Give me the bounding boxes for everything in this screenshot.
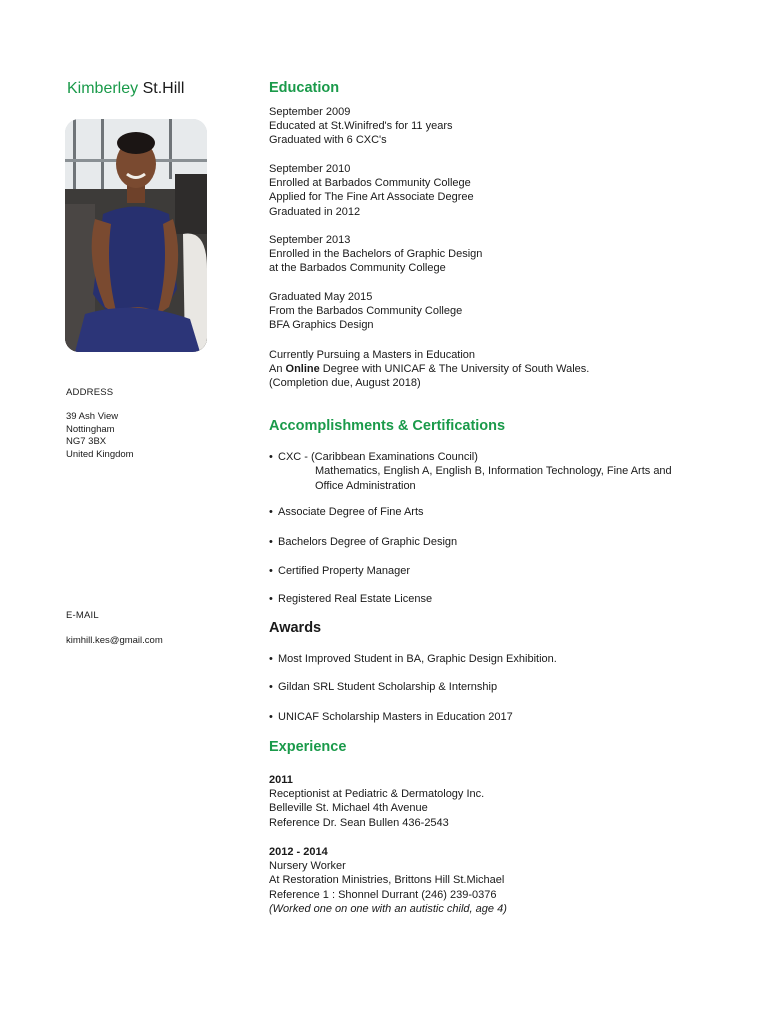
education-line: at the Barbados Community College [269,262,446,275]
bullet-icon: • [269,593,273,605]
bullet-icon: • [269,536,273,548]
profile-photo [65,119,207,352]
award-item [269,711,513,723]
bullet-icon: • [269,681,273,693]
experience-entry [269,773,484,830]
cxc-subjects [315,464,672,494]
item-text: Gildan SRL Student Scholarship & Internship [278,681,498,693]
education-entry [269,105,452,148]
bullet-icon: • [269,565,273,577]
education-line: September 2009 [269,106,351,118]
email-address: kimhill.kes@gmail.com [66,635,163,646]
job-line: Reference 1 : Shonnel Durrant (246) 239-0376 [269,888,497,901]
bullet-icon: • [269,451,273,463]
job-line: Reference Dr. Sean Bullen 436-2543 [269,816,449,829]
job-line: Belleville St. Michael 4th Avenue [269,802,428,815]
address-line: 39 Ash View [66,411,119,422]
first-name: Kimberley [67,80,139,97]
education-line: Graduated in 2012 [269,205,361,218]
education-line: Currently Pursuing a Masters in Education [269,349,476,361]
accomplishment-item [269,565,410,577]
education-current [269,348,589,391]
item-text: Most Improved Student in BA, Graphic Design Exhibition. [278,653,557,665]
award-item [269,653,557,665]
item-text: Associate Degree of Fine Arts [278,506,424,518]
accomplishments-heading: Accomplishments & Certifications [269,418,506,434]
address-line: Nottingham [66,423,115,435]
education-entry [269,162,474,219]
awards-heading: Awards [269,620,322,636]
job-line: Receptionist at Pediatric & Dermatology Inc. [269,788,485,801]
education-line: Graduated with 6 CXC's [269,134,387,147]
text-fragment: Degree with UNICAF & The University of South Wales. [319,363,590,376]
item-text: Registered Real Estate License [278,593,433,605]
accomplishment-item [269,536,457,548]
education-line: Enrolled at Barbados Community College [269,177,471,190]
education-entry [269,290,462,333]
education-line: From the Barbados Community College [269,305,463,318]
last-name: St.Hill [142,80,185,97]
subject-line: Mathematics, English A, English B, Information Technology, Fine Arts and [315,465,672,477]
address-label: ADDRESS [66,387,114,398]
job-note: (Worked one on one with an autistic child, age 4) [269,902,507,915]
address-line: NG7 3BX [66,436,107,447]
text-fragment: An [269,363,286,376]
education-line: September 2013 [269,234,351,246]
education-line: Graduated May 2015 [269,291,373,303]
item-text: CXC - (Caribbean Examinations Council) [278,451,478,463]
job-period: 2011 [269,774,293,786]
item-text: Bachelors Degree of Graphic Design [278,536,458,548]
address-line: United Kingdom [66,448,134,460]
email-label: E-MAIL [66,610,99,621]
online-emphasis: Online [285,363,320,376]
award-item [269,681,497,693]
education-line: September 2010 [269,163,351,175]
education-line: (Completion due, August 2018) [269,377,421,390]
candidate-name [67,80,184,98]
education-entry [269,233,482,276]
education-heading: Education [269,80,340,96]
education-line: BFA Graphics Design [269,319,374,332]
experience-entry [269,845,507,916]
item-text: Certified Property Manager [278,565,411,577]
job-period: 2012 - 2014 [269,846,328,858]
job-line: Nursery Worker [269,860,346,873]
bullet-icon: • [269,506,273,518]
experience-heading: Experience [269,739,347,755]
accomplishment-item [269,593,432,605]
education-line: Applied for The Fine Art Associate Degree [269,191,474,204]
address-block [66,411,134,461]
bullet-icon: • [269,653,273,665]
bullet-icon: • [269,711,273,723]
subject-line: Office Administration [315,480,416,492]
job-line: At Restoration Ministries, Brittons Hill St.Michael [269,874,505,887]
education-line: Enrolled in the Bachelors of Graphic Design [269,248,483,261]
education-line: Educated at St.Winifred's for 11 years [269,120,453,133]
item-text: UNICAF Scholarship Masters in Education 2017 [278,711,513,723]
education-line [269,362,589,376]
accomplishment-item [269,506,424,518]
accomplishment-item [269,451,478,463]
